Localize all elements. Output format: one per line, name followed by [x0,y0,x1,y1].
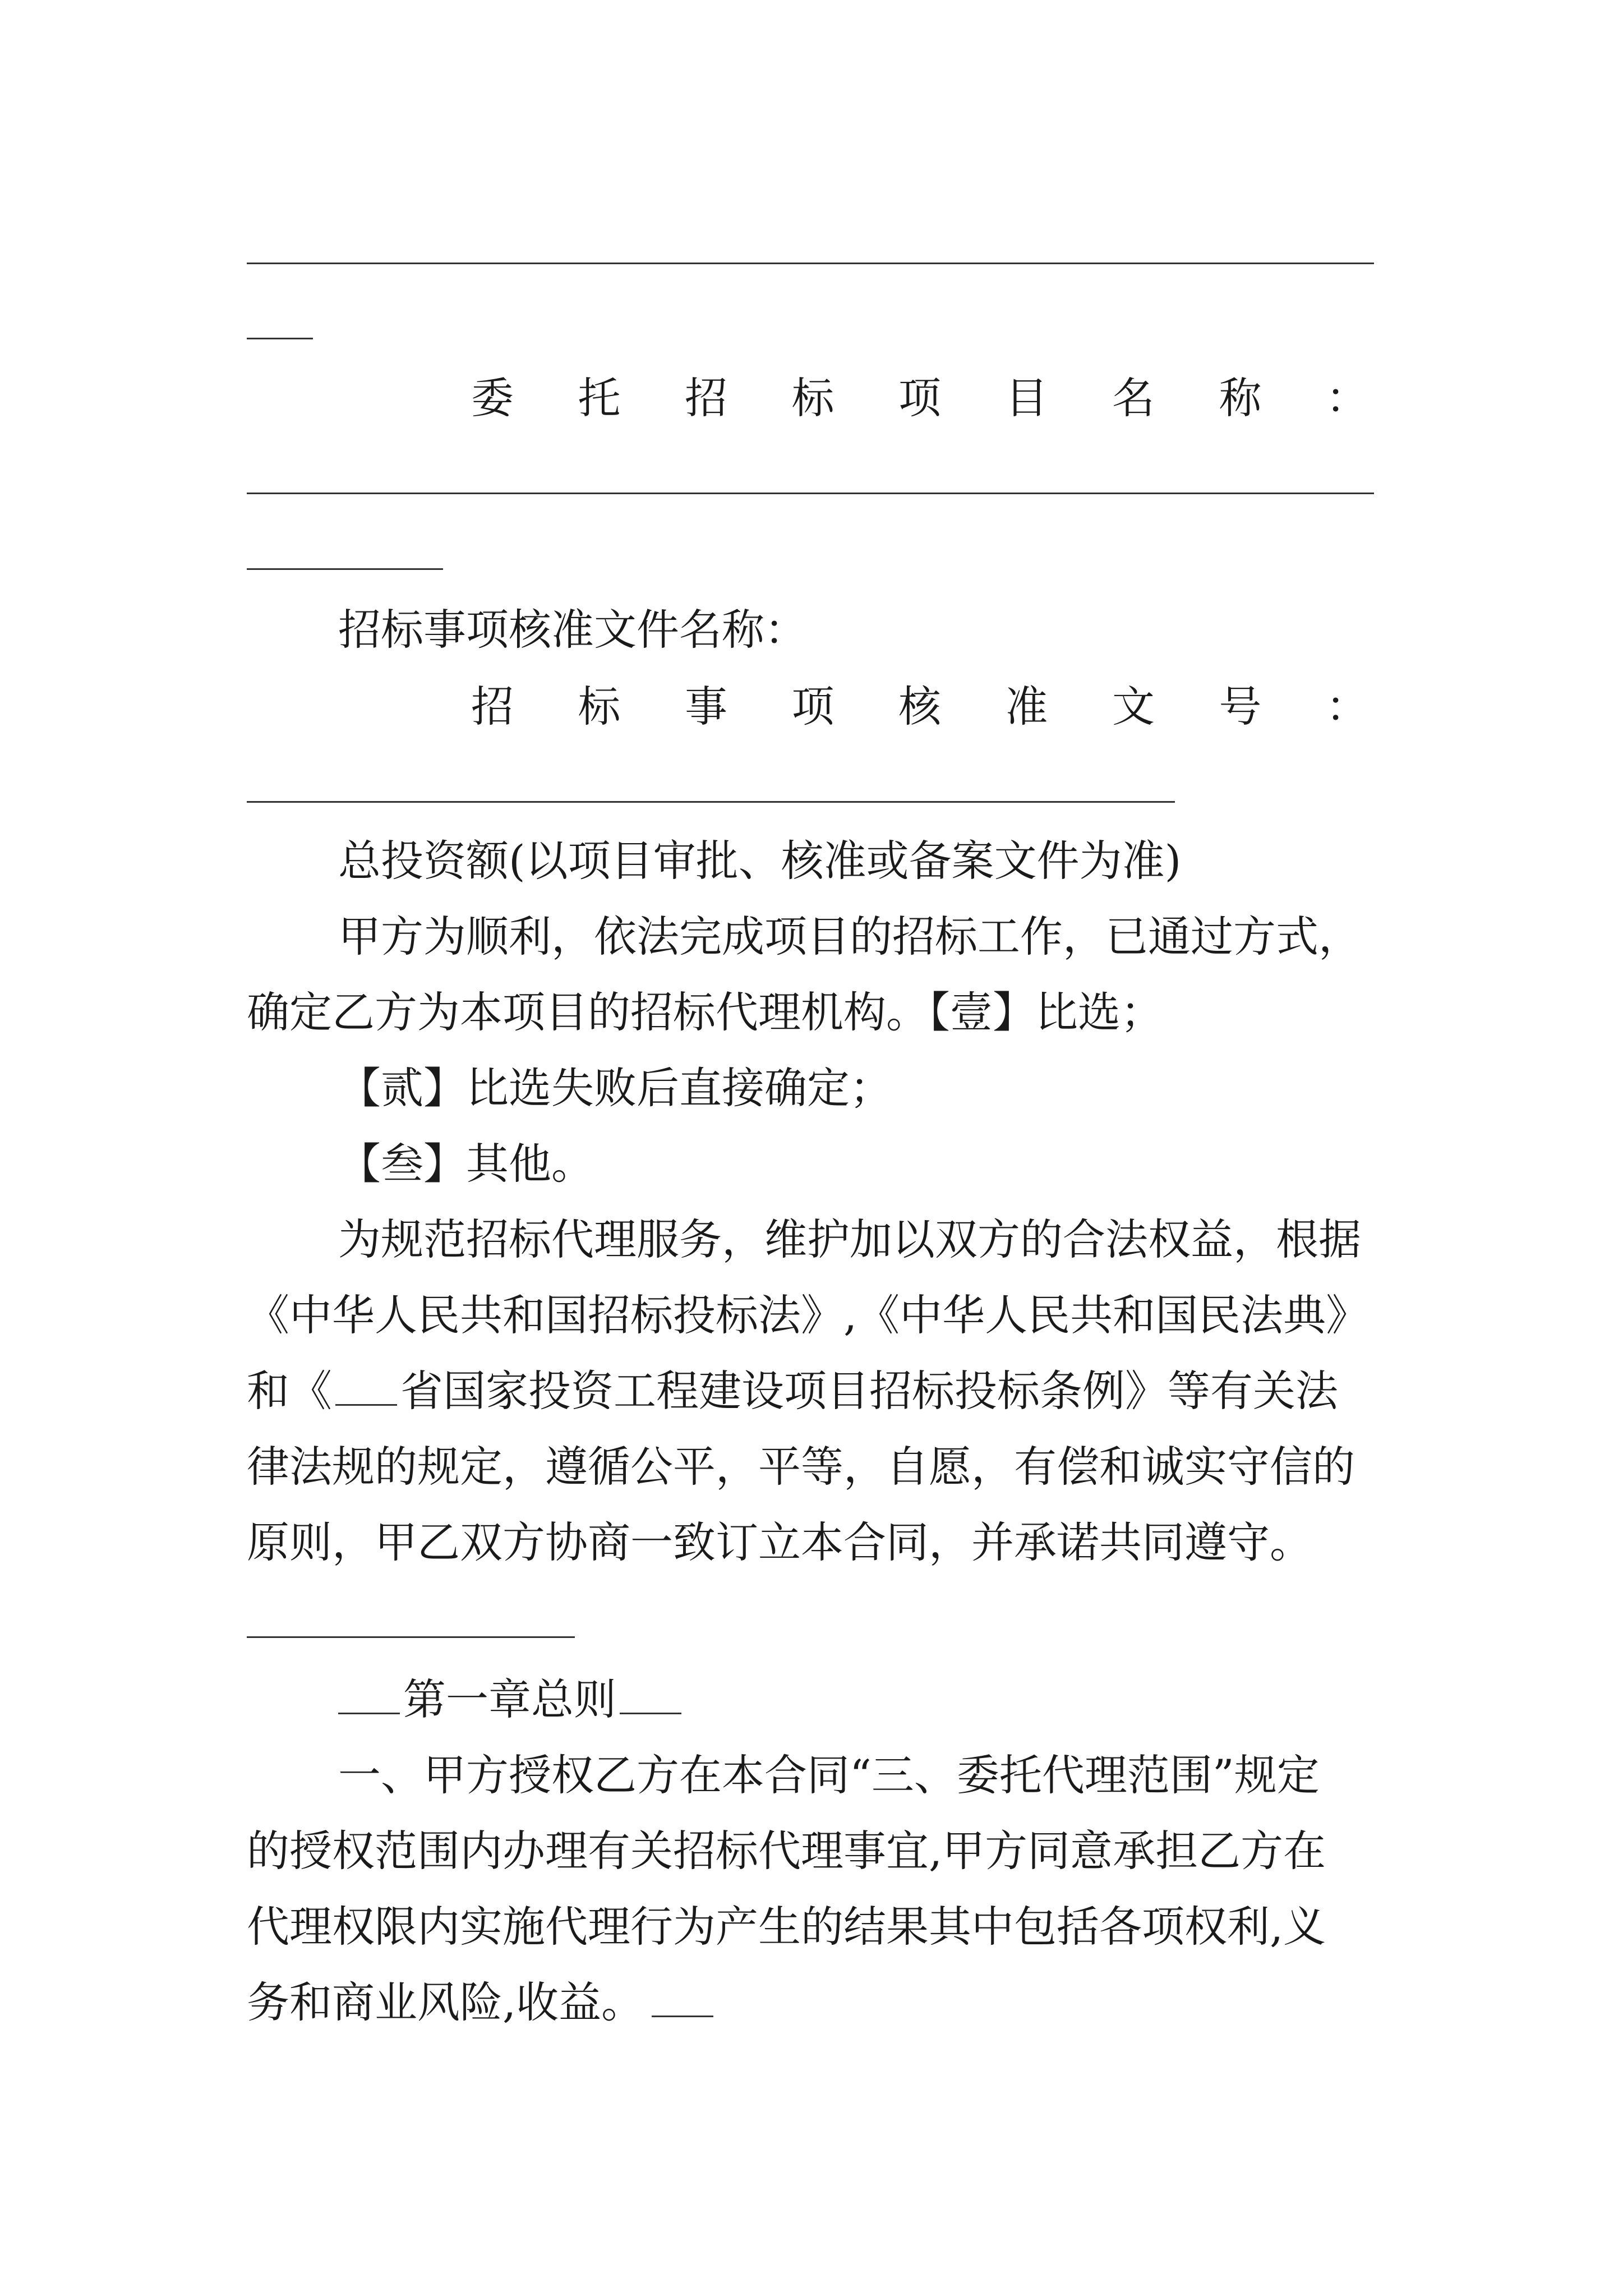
option-item: 【贰】比选失败后直接确定； [338,1063,892,1113]
paragraph-text: 和《 [247,1366,332,1416]
label-char: 名 [1112,373,1155,423]
label-char: 目 [1005,373,1048,423]
paragraph-line: 代理权限内实施代理行为产生的结果其中包括各项权利,义 [247,1902,1326,1952]
paragraph-line: 确定乙方为本项目的招标代理机构。【壹】比选； [247,987,1163,1037]
entrusted-project-name-label [471,370,1368,426]
chapter-heading [338,1672,685,1728]
blank-line [247,568,443,570]
blank-line [247,338,313,339]
approval-document-name-label: 招标事项核准文件名称： [338,605,807,655]
blank-line [335,1404,397,1406]
paragraph-line: 一、甲方授权乙方在本合同“三、委托代理范围”规定 [338,1750,1320,1800]
blank-line [247,1636,575,1638]
label-char: ： [1326,682,1368,731]
option-item: 【叁】其他。 [338,1139,594,1189]
blank-line [652,2016,713,2017]
label-char: 标 [578,682,621,731]
label-char: 招 [685,373,727,423]
label-char: 委 [471,373,514,423]
paragraph-line [247,1363,1338,1419]
paragraph-line: 的授权范围内办理有关招标代理事宜,甲方同意承担乙方在 [247,1826,1326,1876]
label-char: 核 [898,682,941,731]
label-char: 项 [791,682,834,731]
blank-line [247,801,1175,803]
blank-line [247,493,1374,494]
blank-line [338,1713,400,1714]
label-char: ： [1326,373,1368,423]
label-char: 准 [1005,682,1048,731]
label-char: 文 [1112,682,1155,731]
label-char: 号 [1219,682,1262,731]
paragraph-text: 省国家投资工程建设项目招标投标条例》等有关法 [400,1366,1338,1416]
label-char: 事 [685,682,727,731]
blank-line [247,263,1374,264]
label-char: 托 [578,373,621,423]
paragraph-text: 务和商业风险,收益。 [247,1977,644,2027]
paragraph-line: 原则，甲乙双方协商一致订立本合同，并承诺共同遵守。 [247,1517,1312,1567]
label-char: 称 [1219,373,1262,423]
paragraph-line: 律法规的规定，遵循公平，平等，自愿，有偿和诚实守信的 [247,1442,1355,1492]
total-investment-line: 总投资额(以项目审批、核准或备案文件为准) [338,836,1182,886]
label-char: 项 [898,373,941,423]
paragraph-line: 为规范招标代理服务，维护加以双方的合法权益，根据 [338,1214,1361,1264]
label-char: 招 [471,682,514,731]
approval-document-number-label [471,679,1368,735]
label-char: 标 [791,373,834,423]
paragraph-line: 《中华人民共和国招标投标法》,《中华人民共和国民法典》 [247,1290,1369,1340]
paragraph-line [247,1975,713,2031]
paragraph-line: 甲方为顺利，依法完成项目的招标工作，已通过方式， [338,912,1361,961]
chapter-heading-text: 第一章总则 [403,1674,616,1724]
blank-line [620,1713,681,1714]
